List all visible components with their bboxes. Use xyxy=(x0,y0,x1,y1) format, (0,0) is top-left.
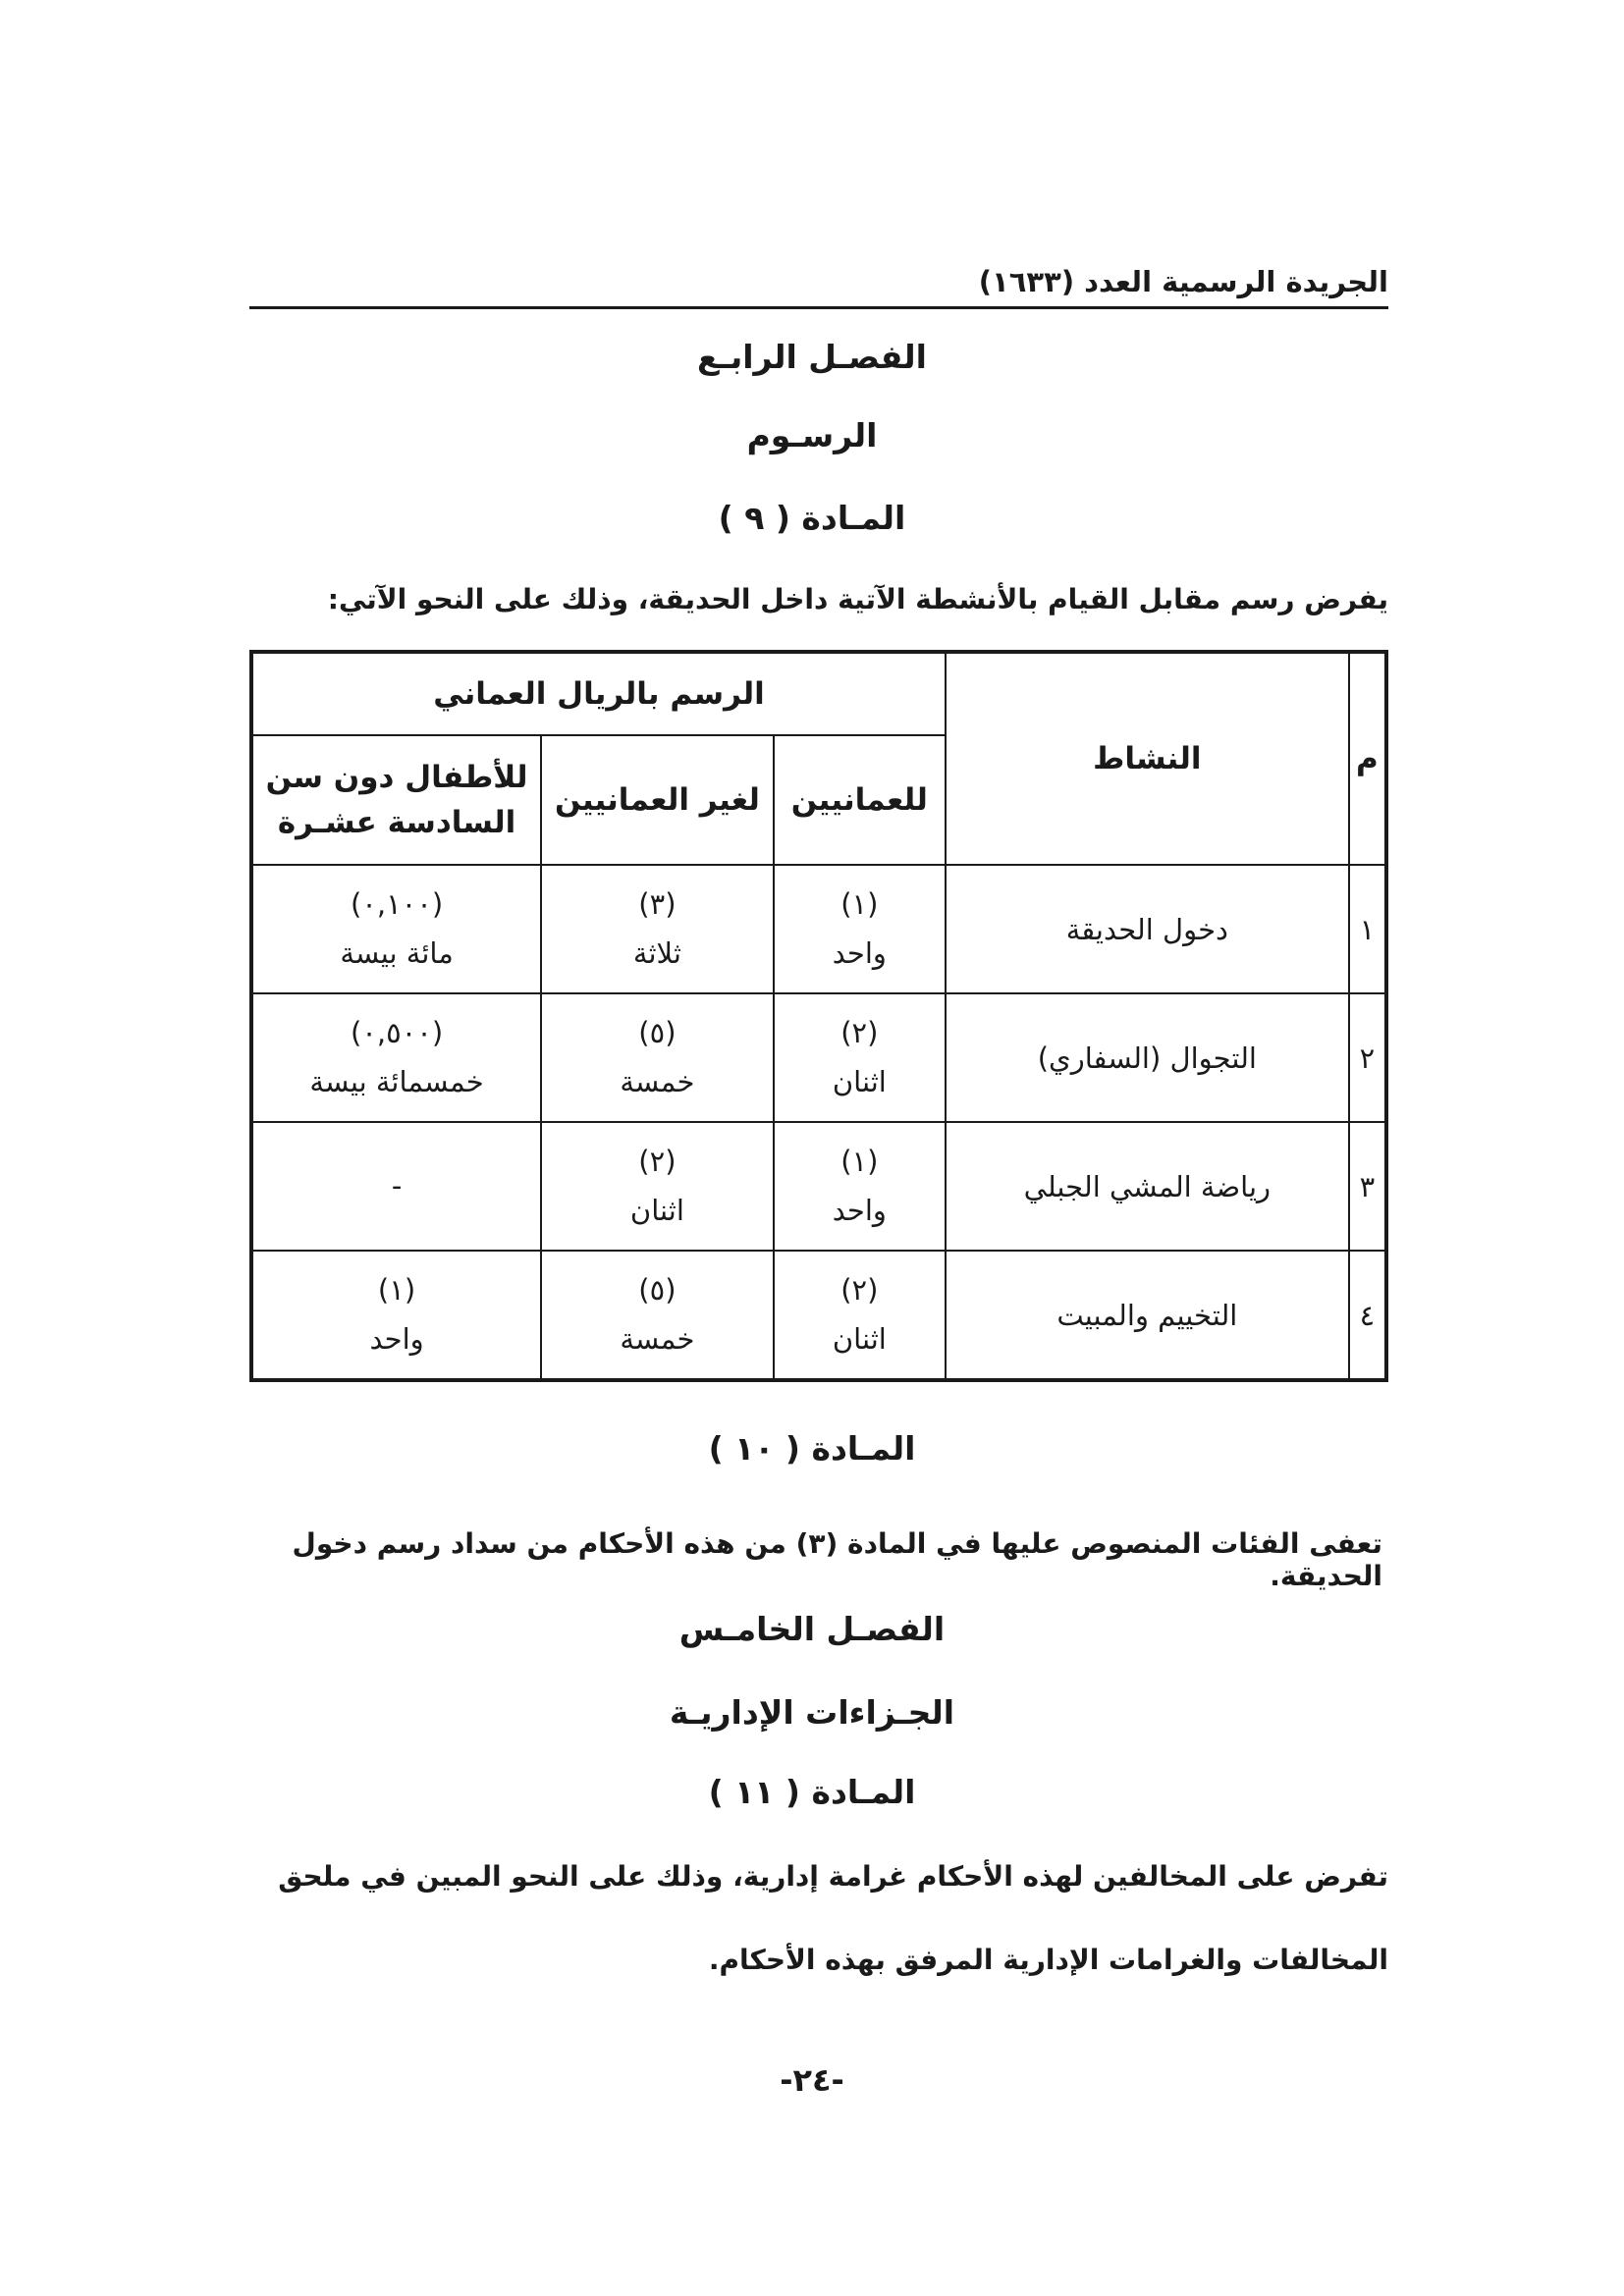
gazette-title: الجريدة الرسمية العدد (١٦٣٣) xyxy=(978,265,1388,298)
fee-non-omani xyxy=(541,1122,774,1251)
header-fee-group: الرسم بالريال العماني xyxy=(251,652,946,735)
row-activity: رياضة المشي الجبلي xyxy=(946,1122,1349,1251)
fee-value: (٢) xyxy=(840,1273,879,1308)
fee-value: (٢) xyxy=(840,1016,879,1050)
article-9-intro: يفرض رسم مقابل القيام بالأنشطة الآتية داخل الحديقة، وذلك على النحو الآتي: xyxy=(327,583,1388,615)
fee-words: اثنان xyxy=(629,1193,684,1227)
fees-table xyxy=(249,650,1388,1382)
table-row xyxy=(251,1122,1386,1251)
table-row xyxy=(251,1251,1386,1380)
fee-omani xyxy=(774,1122,946,1251)
fee-words: واحد xyxy=(832,1193,887,1227)
fee-omani xyxy=(774,993,946,1122)
chapter-4-subtitle: الرسـوم xyxy=(746,416,878,454)
fee-words: مائة بيسة xyxy=(340,935,454,970)
table-row xyxy=(251,865,1386,993)
fee-omani xyxy=(774,1251,946,1380)
fee-value: (٥) xyxy=(638,1016,677,1050)
article-11-line-1: تفرض على المخالفين لهذه الأحكام غرامة إدارية، وذلك على النحو المبين في ملحق xyxy=(278,1860,1388,1893)
article-10-title: المـادة ( ١٠ ) xyxy=(708,1429,916,1468)
fee-value: (١) xyxy=(377,1273,416,1308)
fee-words: اثنان xyxy=(832,1321,887,1356)
row-number: ٣ xyxy=(1349,1122,1386,1251)
article-9-title: المـادة ( ٩ ) xyxy=(718,499,906,537)
chapter-5-title: الفصـل الخامـس xyxy=(678,1610,946,1648)
chapter-5-subtitle: الجـزاءات الإداريـة xyxy=(669,1693,955,1732)
article-10-text: تعفى الفئات المنصوص عليها في المادة (٣) من هذه الأحكام من سداد رسم دخول الحديقة. xyxy=(292,1527,1382,1592)
fee-words: ثلاثة xyxy=(632,935,681,970)
fee-omani xyxy=(774,865,946,993)
header-omani: للعمانيين xyxy=(774,735,946,865)
fee-value: (١) xyxy=(840,887,879,922)
fee-value: (٣) xyxy=(638,887,677,922)
fee-children xyxy=(251,1251,541,1380)
fee-words: خمسة xyxy=(620,1064,695,1098)
fee-non-omani xyxy=(541,1251,774,1380)
fee-words: خمسة xyxy=(620,1321,695,1356)
fee-words: خمسمائة بيسة xyxy=(309,1064,484,1098)
fee-value: (٠,١٠٠) xyxy=(350,887,444,922)
page-header xyxy=(249,263,1388,309)
header-number: م xyxy=(1349,652,1386,865)
row-number: ٢ xyxy=(1349,993,1386,1122)
header-activity: النشاط xyxy=(946,652,1349,865)
fee-non-omani xyxy=(541,865,774,993)
fee-words: واحد xyxy=(369,1321,424,1356)
row-number: ١ xyxy=(1349,865,1386,993)
header-children: للأطفال دون سن السادسة عشـرة xyxy=(251,735,541,865)
fee-value: (٢) xyxy=(638,1145,677,1179)
table-row xyxy=(251,993,1386,1122)
row-activity: التجوال (السفاري) xyxy=(946,993,1349,1122)
fee-non-omani xyxy=(541,993,774,1122)
fee-children xyxy=(251,865,541,993)
article-11-line-2: المخالفات والغرامات الإدارية المرفق بهذه الأحكام. xyxy=(708,1944,1388,1976)
chapter-4-title: الفصـل الرابـع xyxy=(697,338,927,376)
fee-words: واحد xyxy=(832,935,887,970)
article-11-title: المـادة ( ١١ ) xyxy=(708,1773,916,1811)
row-activity: دخول الحديقة xyxy=(946,865,1349,993)
fee-value: (٥) xyxy=(638,1273,677,1308)
fee-children xyxy=(251,993,541,1122)
row-number: ٤ xyxy=(1349,1251,1386,1380)
header-non-omani: لغير العمانيين xyxy=(541,735,774,865)
fee-children xyxy=(251,1122,541,1251)
fee-value: (٠,٥٠٠) xyxy=(350,1016,444,1050)
page-number: -٢٤- xyxy=(780,2061,844,2099)
fee-value: - xyxy=(391,1168,403,1202)
fee-words: اثنان xyxy=(832,1064,887,1098)
row-activity: التخييم والمبيت xyxy=(946,1251,1349,1380)
fee-value: (١) xyxy=(840,1145,879,1179)
